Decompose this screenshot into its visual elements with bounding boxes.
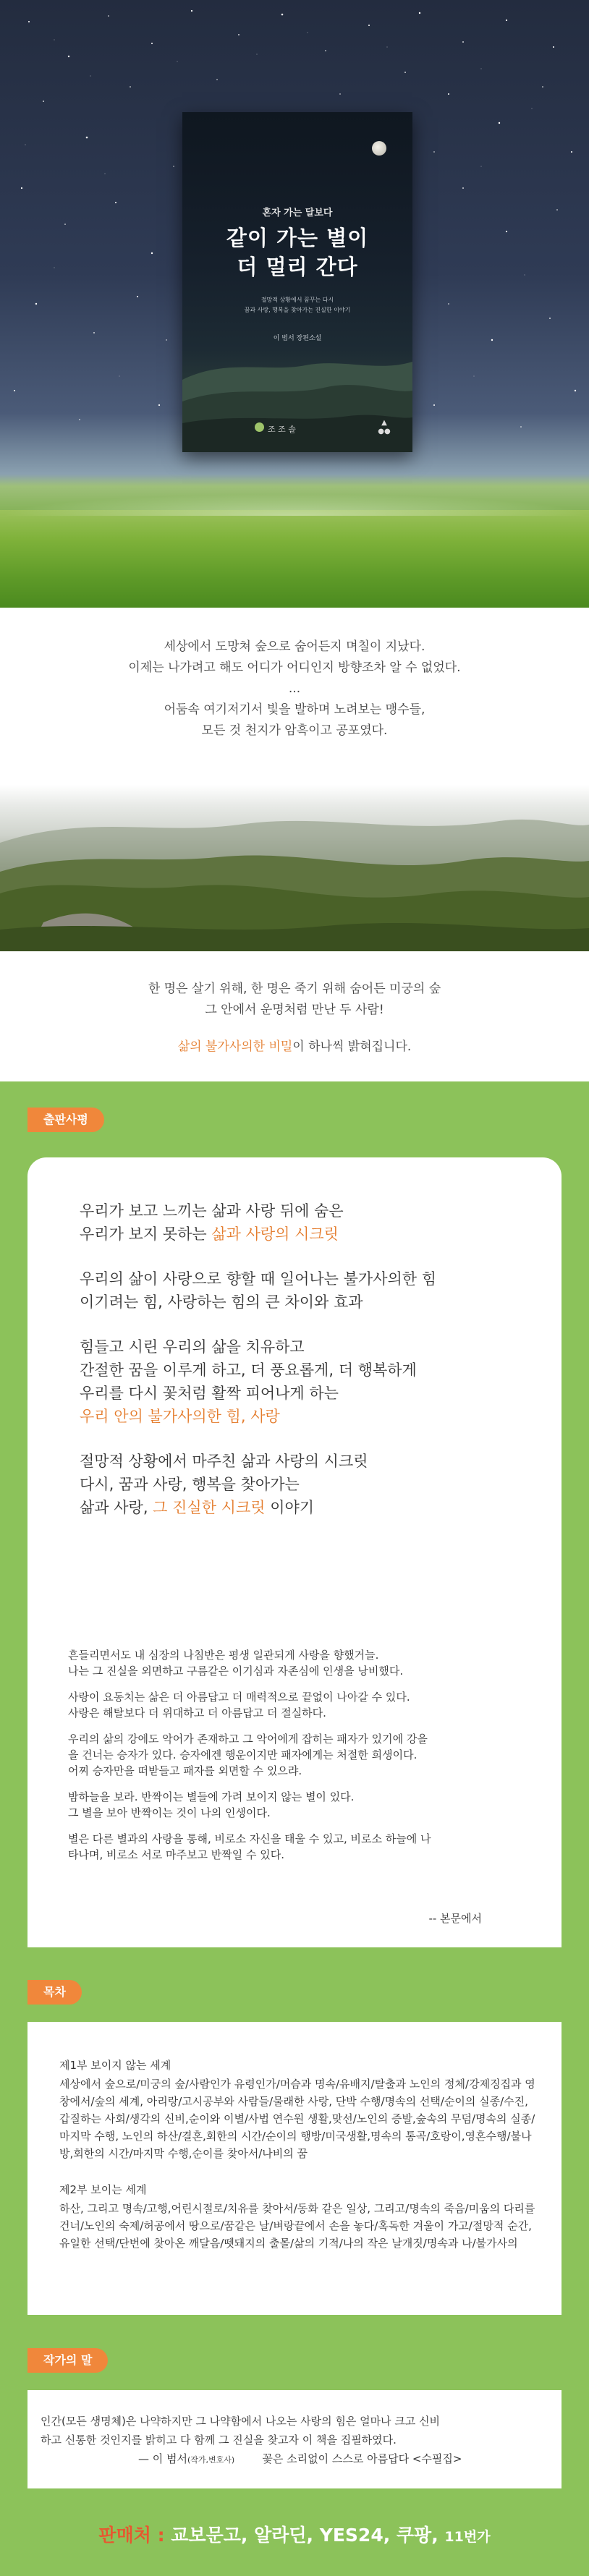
intro-line: 이제는 나가려고 해도 어디가 어디인지 방향조차 알 수 없었다. [128,660,461,675]
author-signature [41,2449,562,2470]
moon-icon [372,141,386,156]
review-paragraph [80,1267,562,1314]
story-hook [0,979,589,1058]
toc-part-body: 세상에서 숲으로/미궁의 숲/사람인가 유령인가/머슴과 명속/유배지/탈출과 노인의 정체/강제징집과 영창에서/숲의 세계, 아리랑/고시공부와 사람들/물래한 사랑, 단박 수행/명속의 선택/순이의 실종/수진, 갑질하는 사회/생각의 신비,순이와 이별/사법 연수원 생활,맞선/노인의 증발,숲속의 무덤/명속의 실종/마지막 수행, 노인의 하산/결혼,회한의 시간/순이의 행방/미국생활,명속의 통곡/호랑이,영혼수행/불나방,회한의 시간/마지막 수행,순이를 찾아서/나비의 꿈 [59,2078,535,2160]
excerpt-box [27,1618,562,1947]
excerpt-line: 그 별을 보아 반짝이는 것이 나의 인생이다. [68,1806,271,1819]
review-line: 다시, 꿈과 사랑, 행복을 찾아가는 [80,1476,300,1493]
review-text: 삶과 사랑, [80,1499,153,1516]
review-line: 절망적 상황에서 마주친 삶과 사랑의 시크릿 [80,1453,368,1470]
intro-line: 어둠속 여기저기서 빛을 발하며 노려보는 맹수들, [164,702,425,717]
hero-banner [0,0,589,608]
review-line: 우리가 보고 느끼는 삶과 사랑 뒤에 숨은 [80,1202,344,1220]
publisher-review-card [27,1157,562,1675]
seller-stores: 교보문고, 알라딘, YES24, 쿠팡, [171,2525,445,2546]
excerpt-line: 나는 그 진실을 외면하고 구름같은 이기심과 자존심에 인생을 낭비했다. [68,1665,404,1678]
excerpt-paragraph [68,1689,562,1721]
section-tag-toc: 목차 [27,1980,82,2005]
excerpt-line: 우리의 삶의 강에도 악어가 존재하고 그 악어에게 잡히는 패자가 있기에 강을 [68,1733,428,1746]
review-line: 우리의 삶이 사랑으로 향할 때 일어나는 불가사의한 힘 [80,1270,437,1288]
author-name: — 이 범서 [138,2452,188,2465]
review-line: 힘들고 시린 우리의 삶을 치유하고 [80,1338,305,1356]
toc-box [27,2022,562,2315]
highlight-text: 우리 안의 불가사의한 힘, 사랑 [80,1408,280,1425]
excerpt-line: 타나며, 비로소 서로 마주보고 반짝일 수 있다. [68,1848,284,1861]
review-line [80,1496,562,1519]
book-desc-line2: 꿈과 사랑, 행복을 찾아가는 진실한 이야기 [244,307,351,313]
review-line [80,1223,562,1246]
book-desc-line1: 절망적 상황에서 꿈꾸는 다시 [260,297,334,303]
book-hills-art [182,351,412,452]
review-line: 이기려는 힘, 사랑하는 힘의 큰 차이와 효과 [80,1293,363,1311]
seller-info [0,2521,589,2547]
publisher-logo-icon [255,422,264,432]
toc-part-1 [59,2057,540,2162]
highlight-text: 삶과 사랑의 시크릿 [211,1225,339,1243]
grass-field [0,510,589,608]
book-title-line1: 같이 가는 별이 [226,226,369,250]
review-text: 우리가 보지 못하는 [80,1225,212,1243]
intro-line: ... [288,681,301,696]
publisher-mark-icon: ▲ ●● [378,419,391,435]
mountain-art [0,785,589,951]
toc-part-title: 제2부 보이는 세계 [59,2183,147,2196]
book-title-line2: 더 멀리 간다 [237,255,358,279]
excerpt-source: -- 본문에서 [428,1912,482,1925]
intro-text [0,637,589,741]
intro-line: 모든 것 천지가 암흑이고 공포였다. [201,723,388,738]
story-hook-line1: 한 명은 살기 위해, 한 명은 죽기 위해 숨어든 미궁의 숲 [148,982,441,996]
story-hook-line3 [0,1037,589,1058]
seller-label: 판매처 : [98,2525,171,2546]
excerpt-paragraph [68,1647,562,1679]
toc-part-2 [59,2181,540,2252]
intro-line: 세상에서 도망쳐 숲으로 숨어든지 며칠이 지났다. [164,639,425,654]
section-tag-publisher-review: 출판사평 [27,1108,104,1132]
author-words-line: 하고 신통한 것인지를 밝히고 다 함께 그 진실을 찾고자 이 책을 집필하였다. [41,2433,397,2447]
misty-mountain-image [0,785,589,951]
excerpt-line: 어찌 승자만을 떠받들고 패자를 외면할 수 있으랴. [68,1764,302,1777]
excerpt-line: 흔들리면서도 내 심장의 나침반은 평생 일관되게 사랑을 향했거늘. [68,1649,379,1662]
book-subtitle: 혼자 가는 달보다 [262,208,333,218]
review-line: 간절한 꿈을 이루게 하고, 더 풍요롭게, 더 행복하게 [80,1361,417,1379]
excerpt-line: 을 건너는 승자가 있다. 승자에겐 행운이지만 패자에게는 처절한 희생이다. [68,1748,418,1761]
author-book: 꽃은 소리없이 스스로 아름답다 <수필집> [262,2452,462,2465]
review-text: 이야기 [265,1499,315,1516]
review-paragraph [80,1199,562,1246]
excerpt-paragraph [68,1731,562,1779]
excerpt-paragraph [68,1789,562,1821]
review-line: 우리를 다시 꽃처럼 활짝 피어나게 하는 [80,1385,339,1402]
excerpt-line: 사랑은 해탈보다 더 위대하고 더 아름답고 더 절실하다. [68,1706,326,1720]
author-words-box [27,2390,562,2488]
story-hook-line2: 그 안에서 운명처럼 만난 두 사람! [205,1003,384,1017]
seller-extra: 11번가 [444,2529,491,2545]
review-paragraph [80,1335,562,1428]
section-tag-author-words: 작가의 말 [27,2348,108,2373]
book-publisher: 조 조 솔 [268,425,296,434]
excerpt-line: 사랑이 요동치는 삶은 더 아름답고 더 매력적으로 끝없이 나아갈 수 있다. [68,1691,410,1704]
book-cover [182,112,412,452]
highlight-text: 삶의 불가사의한 비밀 [177,1040,293,1054]
book-author: 이 범서 장편소설 [273,335,322,342]
review-paragraph [80,1450,562,1519]
author-role: (작가,변호사) [187,2455,235,2465]
excerpt-line: 별은 다른 별과의 사랑을 통해, 비로소 자신을 태울 수 있고, 비로소 하늘에 나 [68,1832,431,1845]
toc-part-title: 제1부 보이지 않는 세계 [59,2059,171,2072]
excerpt-line: 밤하늘을 보라. 반짝이는 별들에 가려 보이지 않는 별이 있다. [68,1790,355,1803]
author-words-line: 인간(모든 생명체)은 나약하지만 그 나약함에서 나오는 사랑의 힘은 얼마나 크고 신비 [41,2415,441,2428]
highlight-text: 그 진실한 시크릿 [153,1499,266,1516]
story-hook-rest: 이 하나씩 밝혀집니다. [292,1040,412,1054]
excerpt-paragraph [68,1831,562,1863]
toc-part-body: 하산, 그리고 명속/고행,어린시절로/치유를 찾아서/동화 같은 일상, 그리고/명속의 죽음/미움의 다리를 건너/노인의 숙제/허공에서 땅으로/꿈같은 날/벼랑끝에서 손을 놓다/혹독한 겨울이 가고/절망적 순간,유일한 선택/단번에 찾아온 깨달음/뗏돼지의 출몰/삶의 기적/나의 작은 날개짓/명속과 나/불가사의 [59,2202,535,2250]
